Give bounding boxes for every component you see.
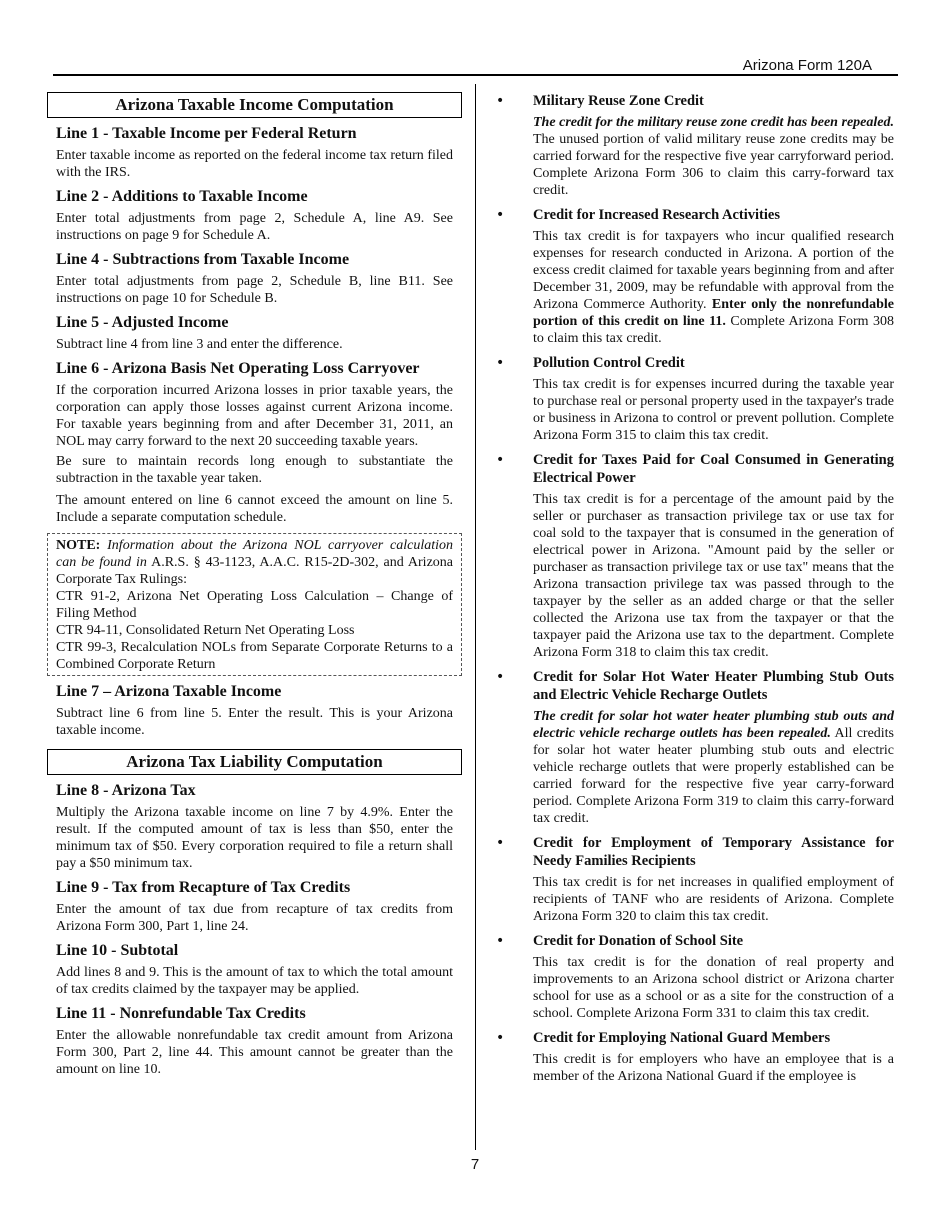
note-ctr-99-3: CTR 99-3, Recalculation NOLs from Separate Corporate Returns to a Combined Corporate Return xyxy=(56,640,453,672)
note-reference-text: A.R.S. § 43-1123, A.A.C. R15-2D-302, and Arizona Corporate Tax Rulings: xyxy=(56,555,453,587)
line-2-heading: Line 2 - Additions to Taxable Income xyxy=(56,188,308,205)
credit-title: Credit for Solar Hot Water Heater Plumbing Stub Outs and Electric Vehicle Recharge Outlets xyxy=(533,669,894,703)
bullet-icon: • xyxy=(496,933,505,949)
line-10-text: Add lines 8 and 9. This is the amount of tax to which the total amount of tax credits claimed by the taxpayer may be applied. xyxy=(56,965,453,997)
credit-bold-instruction: Enter only the nonrefundable portion of this credit on line 11. xyxy=(533,297,894,329)
credit-text xyxy=(533,708,894,827)
line-1-block xyxy=(47,124,462,181)
line-5-text: Subtract line 4 from line 3 and enter the difference. xyxy=(56,337,343,352)
credit-body-end: Complete Arizona Form 308 to claim this tax credit. xyxy=(533,314,895,346)
credit-military-reuse-zone xyxy=(492,92,894,199)
note-intro xyxy=(56,537,453,588)
credit-national-guard xyxy=(492,1029,894,1085)
line-11-text: Enter the allowable nonrefundable tax credit amount from Arizona Form 300, Part 2, line 44. This amount cannot be greater than the amount on line 10. xyxy=(56,1028,453,1077)
line-1-text: Enter taxable income as reported on the federal income tax return filed with the IRS. xyxy=(56,148,453,180)
bullet-icon: • xyxy=(496,669,505,685)
line-11-heading: Line 11 - Nonrefundable Tax Credits xyxy=(56,1005,306,1022)
bullet-icon: • xyxy=(496,1030,505,1046)
line-10-block xyxy=(47,941,462,998)
line-10-heading: Line 10 - Subtotal xyxy=(56,942,179,959)
credit-title: Credit for Employing National Guard Members xyxy=(533,1030,831,1046)
line-4-block xyxy=(47,250,462,307)
left-column xyxy=(47,92,462,1078)
credit-title: Pollution Control Credit xyxy=(533,355,685,371)
credit-text xyxy=(533,114,894,199)
line-11-block xyxy=(47,1004,462,1078)
bullet-icon: • xyxy=(496,452,505,468)
credit-repealed-notice: The credit for solar hot water heater plumbing stub outs and electric vehicle recharge outlets has been repealed. xyxy=(533,709,894,741)
credit-title: Military Reuse Zone Credit xyxy=(533,93,704,109)
nol-note-box xyxy=(47,533,462,676)
line-8-block xyxy=(47,781,462,872)
credit-text: This tax credit is for the donation of real property and improvements to an Arizona school district or Arizona charter school for use as a school or as a site for the construction of a school. Complete Arizona Form 331 to claim this tax credit. xyxy=(533,955,894,1021)
credit-text: This tax credit is for net increases in qualified employment of recipients of TANF who are residents of Arizona. Complete Arizona Form 320 to claim this tax credit. xyxy=(533,875,894,924)
credit-increased-research xyxy=(492,206,894,347)
right-column xyxy=(492,92,894,1092)
credit-text: This tax credit is for expenses incurred during the taxable year to purchase real or personal property used in the taxpayer's trade or business in Arizona to control or prevent pollution. Complete Arizona Form 315 to claim this tax credit. xyxy=(533,377,894,443)
line-1-heading: Line 1 - Taxable Income per Federal Return xyxy=(56,125,357,142)
line-5-block xyxy=(47,313,462,353)
line-7-text: Subtract line 6 from line 5. Enter the result. This is your Arizona taxable income. xyxy=(56,706,453,738)
line-9-heading: Line 9 - Tax from Recapture of Tax Credits xyxy=(56,879,351,896)
credit-pollution-control xyxy=(492,354,894,444)
page-number: 7 xyxy=(470,1156,480,1173)
credit-body: This tax credit is for taxpayers who incur qualified research expenses for research conducted in Arizona. A portion of the excess credit claimed for taxable years beginning from and after December 31, 2009, may be refundable with approval from the Arizona Commerce Authority. xyxy=(533,229,894,312)
line-6-text-1: If the corporation incurred Arizona losses in prior taxable years, the corporation can apply those losses against current Arizona income. For taxable years beginning from and after December 31, 2011, an NOL may carry forward to the next 20 succeeding taxable years. xyxy=(56,383,453,449)
column-divider xyxy=(475,84,476,1150)
line-2-block xyxy=(47,187,462,244)
credit-text: This credit is for employers who have an employee that is a member of the Arizona National Guard if the employee is xyxy=(533,1052,894,1084)
credit-text: This tax credit is for a percentage of the amount paid by the seller or purchaser as transaction privilege tax or use tax for coal sold to the taxpayer that is consumed in the generation of electrical power in Arizona. "Amount paid by the seller or purchaser as transaction privilege tax or use tax" means that the Arizona transaction privilege tax was passed through to the taxpayer by the seller as an added charge or that the seller collected the Arizona use tax from the taxpayer or that the taxpayer paid the Arizona use tax to the department. Complete Arizona Form 318 to claim this tax credit. xyxy=(533,492,894,660)
line-6-heading: Line 6 - Arizona Basis Net Operating Loss Carryover xyxy=(56,360,420,377)
credit-title: Credit for Taxes Paid for Coal Consumed in Generating Electrical Power xyxy=(533,452,894,486)
credit-text xyxy=(533,228,894,347)
line-7-block xyxy=(47,682,462,739)
credit-solar-hot-water xyxy=(492,668,894,827)
line-8-heading: Line 8 - Arizona Tax xyxy=(56,782,196,799)
credit-title: Credit for Increased Research Activities xyxy=(533,207,780,223)
credit-body: All credits for solar hot water heater plumbing stub outs and electric vehicle recharge outlets that were properly established can be carried forward for the respective five year carry-forward period. Complete Arizona Form 319 to claim this carry-forward tax credit. xyxy=(533,726,895,826)
section-title-taxable-income: Arizona Taxable Income Computation xyxy=(47,92,462,118)
credit-coal-electrical-power xyxy=(492,451,894,661)
line-8-text: Multiply the Arizona taxable income on line 7 by 4.9%. Enter the result. If the computed amount of tax is less than $50, enter the minimum tax of $50. Every corporation required to file a return shall pay a $50 minimum tax. xyxy=(56,805,453,871)
credit-tanf-employment xyxy=(492,834,894,925)
note-label: NOTE: xyxy=(56,538,101,553)
line-5-heading: Line 5 - Adjusted Income xyxy=(56,314,229,331)
line-4-text: Enter total adjustments from page 2, Schedule B, line B11. See instructions on page 10 for Schedule B. xyxy=(56,274,453,306)
bullet-icon: • xyxy=(496,835,505,851)
note-ctr-91-2: CTR 91-2, Arizona Net Operating Loss Calculation – Change of Filing Method xyxy=(56,589,453,621)
bullet-icon: • xyxy=(496,93,505,109)
section-title-tax-liability: Arizona Tax Liability Computation xyxy=(47,749,462,775)
line-6-block xyxy=(47,359,462,526)
credit-body: The unused portion of valid military reuse zone credits may be carried forward for the respective five year carryforward period. Complete Arizona Form 306 to claim this carry-forward tax credit. xyxy=(533,132,894,198)
form-title: Arizona Form 120A xyxy=(742,57,872,74)
line-2-text: Enter total adjustments from page 2, Schedule A, line A9. See instructions on page 9 for Schedule A. xyxy=(56,211,453,243)
bullet-icon: • xyxy=(496,207,505,223)
credit-title: Credit for Employment of Temporary Assistance for Needy Families Recipients xyxy=(533,835,894,869)
line-7-heading: Line 7 – Arizona Taxable Income xyxy=(56,683,282,700)
bullet-icon: • xyxy=(496,355,505,371)
line-6-text-2: Be sure to maintain records long enough to substantiate the subtraction in the taxable year taken. xyxy=(56,454,453,486)
line-9-text: Enter the amount of tax due from recapture of tax credits from Arizona Form 300, Part 1, line 24. xyxy=(56,902,453,934)
credit-school-site-donation xyxy=(492,932,894,1022)
credit-repealed-notice: The credit for the military reuse zone credit has been repealed. xyxy=(533,115,894,130)
line-6-text-3: The amount entered on line 6 cannot exceed the amount on line 5. Include a separate computation schedule. xyxy=(56,493,453,525)
note-ctr-94-11: CTR 94-11, Consolidated Return Net Operating Loss xyxy=(56,623,355,638)
line-4-heading: Line 4 - Subtractions from Taxable Income xyxy=(56,251,350,268)
note-italic-text: Information about the Arizona NOL carryover calculation can be found in xyxy=(56,538,454,570)
header-rule xyxy=(53,74,898,76)
credit-title: Credit for Donation of School Site xyxy=(533,933,744,949)
line-9-block xyxy=(47,878,462,935)
